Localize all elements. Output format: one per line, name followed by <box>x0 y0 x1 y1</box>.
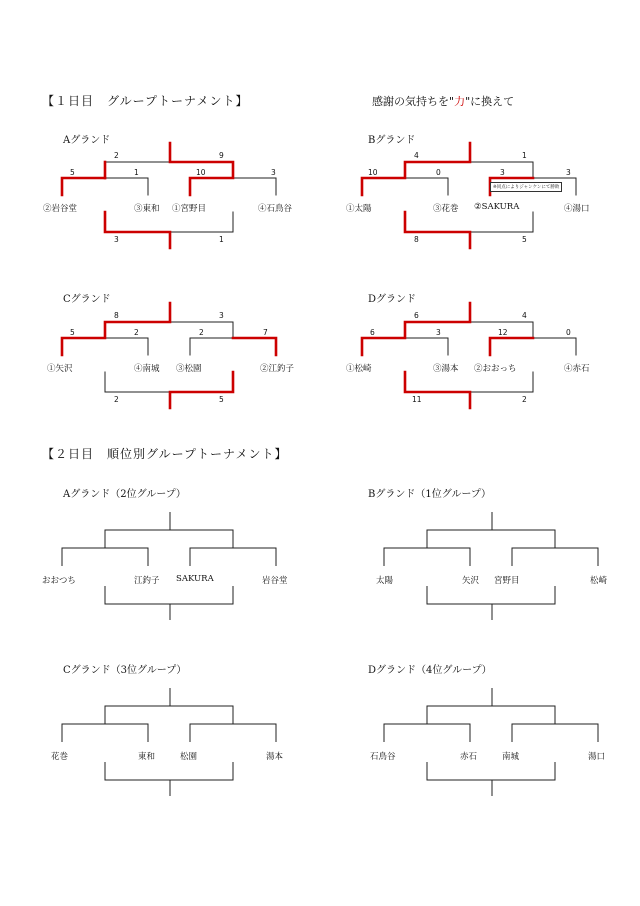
team-d2: ③湯本 <box>433 364 459 374</box>
day2-bracket-c-lines <box>62 688 276 796</box>
d2-team-b4: 松崎 <box>590 576 608 586</box>
score-b-r1m1-left: 10 <box>368 168 378 177</box>
score-a-r1m1-left: 5 <box>70 168 75 177</box>
team-c3: ③松園 <box>176 364 202 374</box>
d2-team-c3: 松園 <box>180 752 198 762</box>
team-b1: ①太陽 <box>346 204 372 214</box>
team-c2: ④南城 <box>134 364 160 374</box>
score-a-r1m1-right: 1 <box>134 168 139 177</box>
slogan-after: "に換えて <box>465 95 515 108</box>
d2-team-c2: 東和 <box>138 752 156 762</box>
score-b-r1m1-right: 0 <box>436 168 441 177</box>
score-d-r1m2-left: 12 <box>498 328 508 337</box>
day2-title: 【２日目 順位別グループトーナメント】 <box>42 447 288 461</box>
ground-b: Bグランド <box>368 135 416 146</box>
score-c-r1m2-left: 2 <box>199 328 204 337</box>
ground-c: Cグランド <box>63 294 111 305</box>
ground-a: Aグランド <box>63 135 111 146</box>
d2-team-b1: 太陽 <box>376 576 394 586</box>
slogan-before: 感謝の気持ちを" <box>372 95 455 108</box>
score-c-r1m2-right: 7 <box>263 328 268 337</box>
score-d-r1m1-right: 3 <box>436 328 441 337</box>
d2-team-d3: 南城 <box>502 752 520 762</box>
score-c-r1m1-left: 5 <box>70 328 75 337</box>
d2-team-c1: 花巻 <box>51 752 69 762</box>
score-c-third-right: 5 <box>219 395 224 404</box>
team-b3: ②SAKURA <box>474 202 520 212</box>
d2-team-b3: 宮野目 <box>494 576 520 586</box>
score-a-r1m2-right: 3 <box>271 168 276 177</box>
d2-team-a4: 岩谷堂 <box>262 576 288 586</box>
tiebreak-note: ※同点によりジャンケンにて勝敗 <box>490 182 562 192</box>
score-b-third-left: 8 <box>414 235 419 244</box>
team-a1: ②岩谷堂 <box>43 204 78 214</box>
ground-d: Dグランド <box>368 294 417 305</box>
slogan-red: 力 <box>454 95 466 108</box>
team-a4: ④石鳥谷 <box>258 204 293 214</box>
d2-team-a2: 江釣子 <box>134 576 160 586</box>
score-d-third-left: 11 <box>412 395 422 404</box>
score-b-r1m2-right: 3 <box>566 168 571 177</box>
day1-title: 【１日目 グループトーナメント】 <box>42 94 249 108</box>
day2-bracket-a-lines <box>62 512 276 620</box>
score-c-final-right: 3 <box>219 311 224 320</box>
score-d-r1m1-left: 6 <box>370 328 375 337</box>
bracket-c-lines <box>62 303 276 408</box>
bracket-d-lines <box>362 303 576 408</box>
score-d-final-left: 6 <box>414 311 419 320</box>
score-a-third-right: 1 <box>219 235 224 244</box>
score-a-third-left: 3 <box>114 235 119 244</box>
team-a3: ①宮野目 <box>172 204 207 214</box>
team-d3: ②おおっち <box>474 364 517 374</box>
day2-ground-c: Cグランド（3位グループ） <box>63 665 187 676</box>
bracket-a-lines <box>62 143 276 248</box>
score-b-third-right: 5 <box>522 235 527 244</box>
day2-ground-a: Aグランド（2位グループ） <box>63 489 186 500</box>
score-d-third-right: 2 <box>522 395 527 404</box>
score-d-r1m2-right: 0 <box>566 328 571 337</box>
score-a-final-left: 2 <box>114 151 119 160</box>
d2-team-c4: 湯本 <box>266 752 284 762</box>
d2-team-d4: 湯口 <box>588 752 606 762</box>
d2-team-d2: 赤石 <box>460 752 478 762</box>
d2-team-b2: 矢沢 <box>462 576 480 586</box>
team-d1: ①松崎 <box>346 364 372 374</box>
day2-bracket-d-lines <box>384 688 598 796</box>
score-c-final-left: 8 <box>114 311 119 320</box>
team-c4: ②江釣子 <box>260 364 295 374</box>
bracket-b-lines <box>362 143 576 248</box>
day2-bracket-b-lines <box>384 512 598 620</box>
d2-team-a3: SAKURA <box>176 574 214 584</box>
score-a-r1m2-left: 10 <box>196 168 206 177</box>
team-b2: ③花巻 <box>433 204 459 214</box>
d2-team-d1: 石鳥谷 <box>370 752 396 762</box>
team-c1: ①矢沢 <box>47 364 73 374</box>
team-d4: ④赤石 <box>564 364 590 374</box>
score-c-third-left: 2 <box>114 395 119 404</box>
day2-ground-b: Bグランド（1位グループ） <box>368 489 492 500</box>
score-b-r1m2-left: 3 <box>500 168 505 177</box>
score-c-r1m1-right: 2 <box>134 328 139 337</box>
score-b-final-right: 1 <box>522 151 527 160</box>
score-a-final-right: 9 <box>219 151 224 160</box>
score-b-final-left: 4 <box>414 151 419 160</box>
team-b4: ④湯口 <box>564 204 590 214</box>
day2-ground-d: Dグランド（4位グループ） <box>368 665 492 676</box>
score-d-final-right: 4 <box>522 311 527 320</box>
d2-team-a1: おおつち <box>42 576 76 586</box>
team-a2: ③東和 <box>134 204 160 214</box>
